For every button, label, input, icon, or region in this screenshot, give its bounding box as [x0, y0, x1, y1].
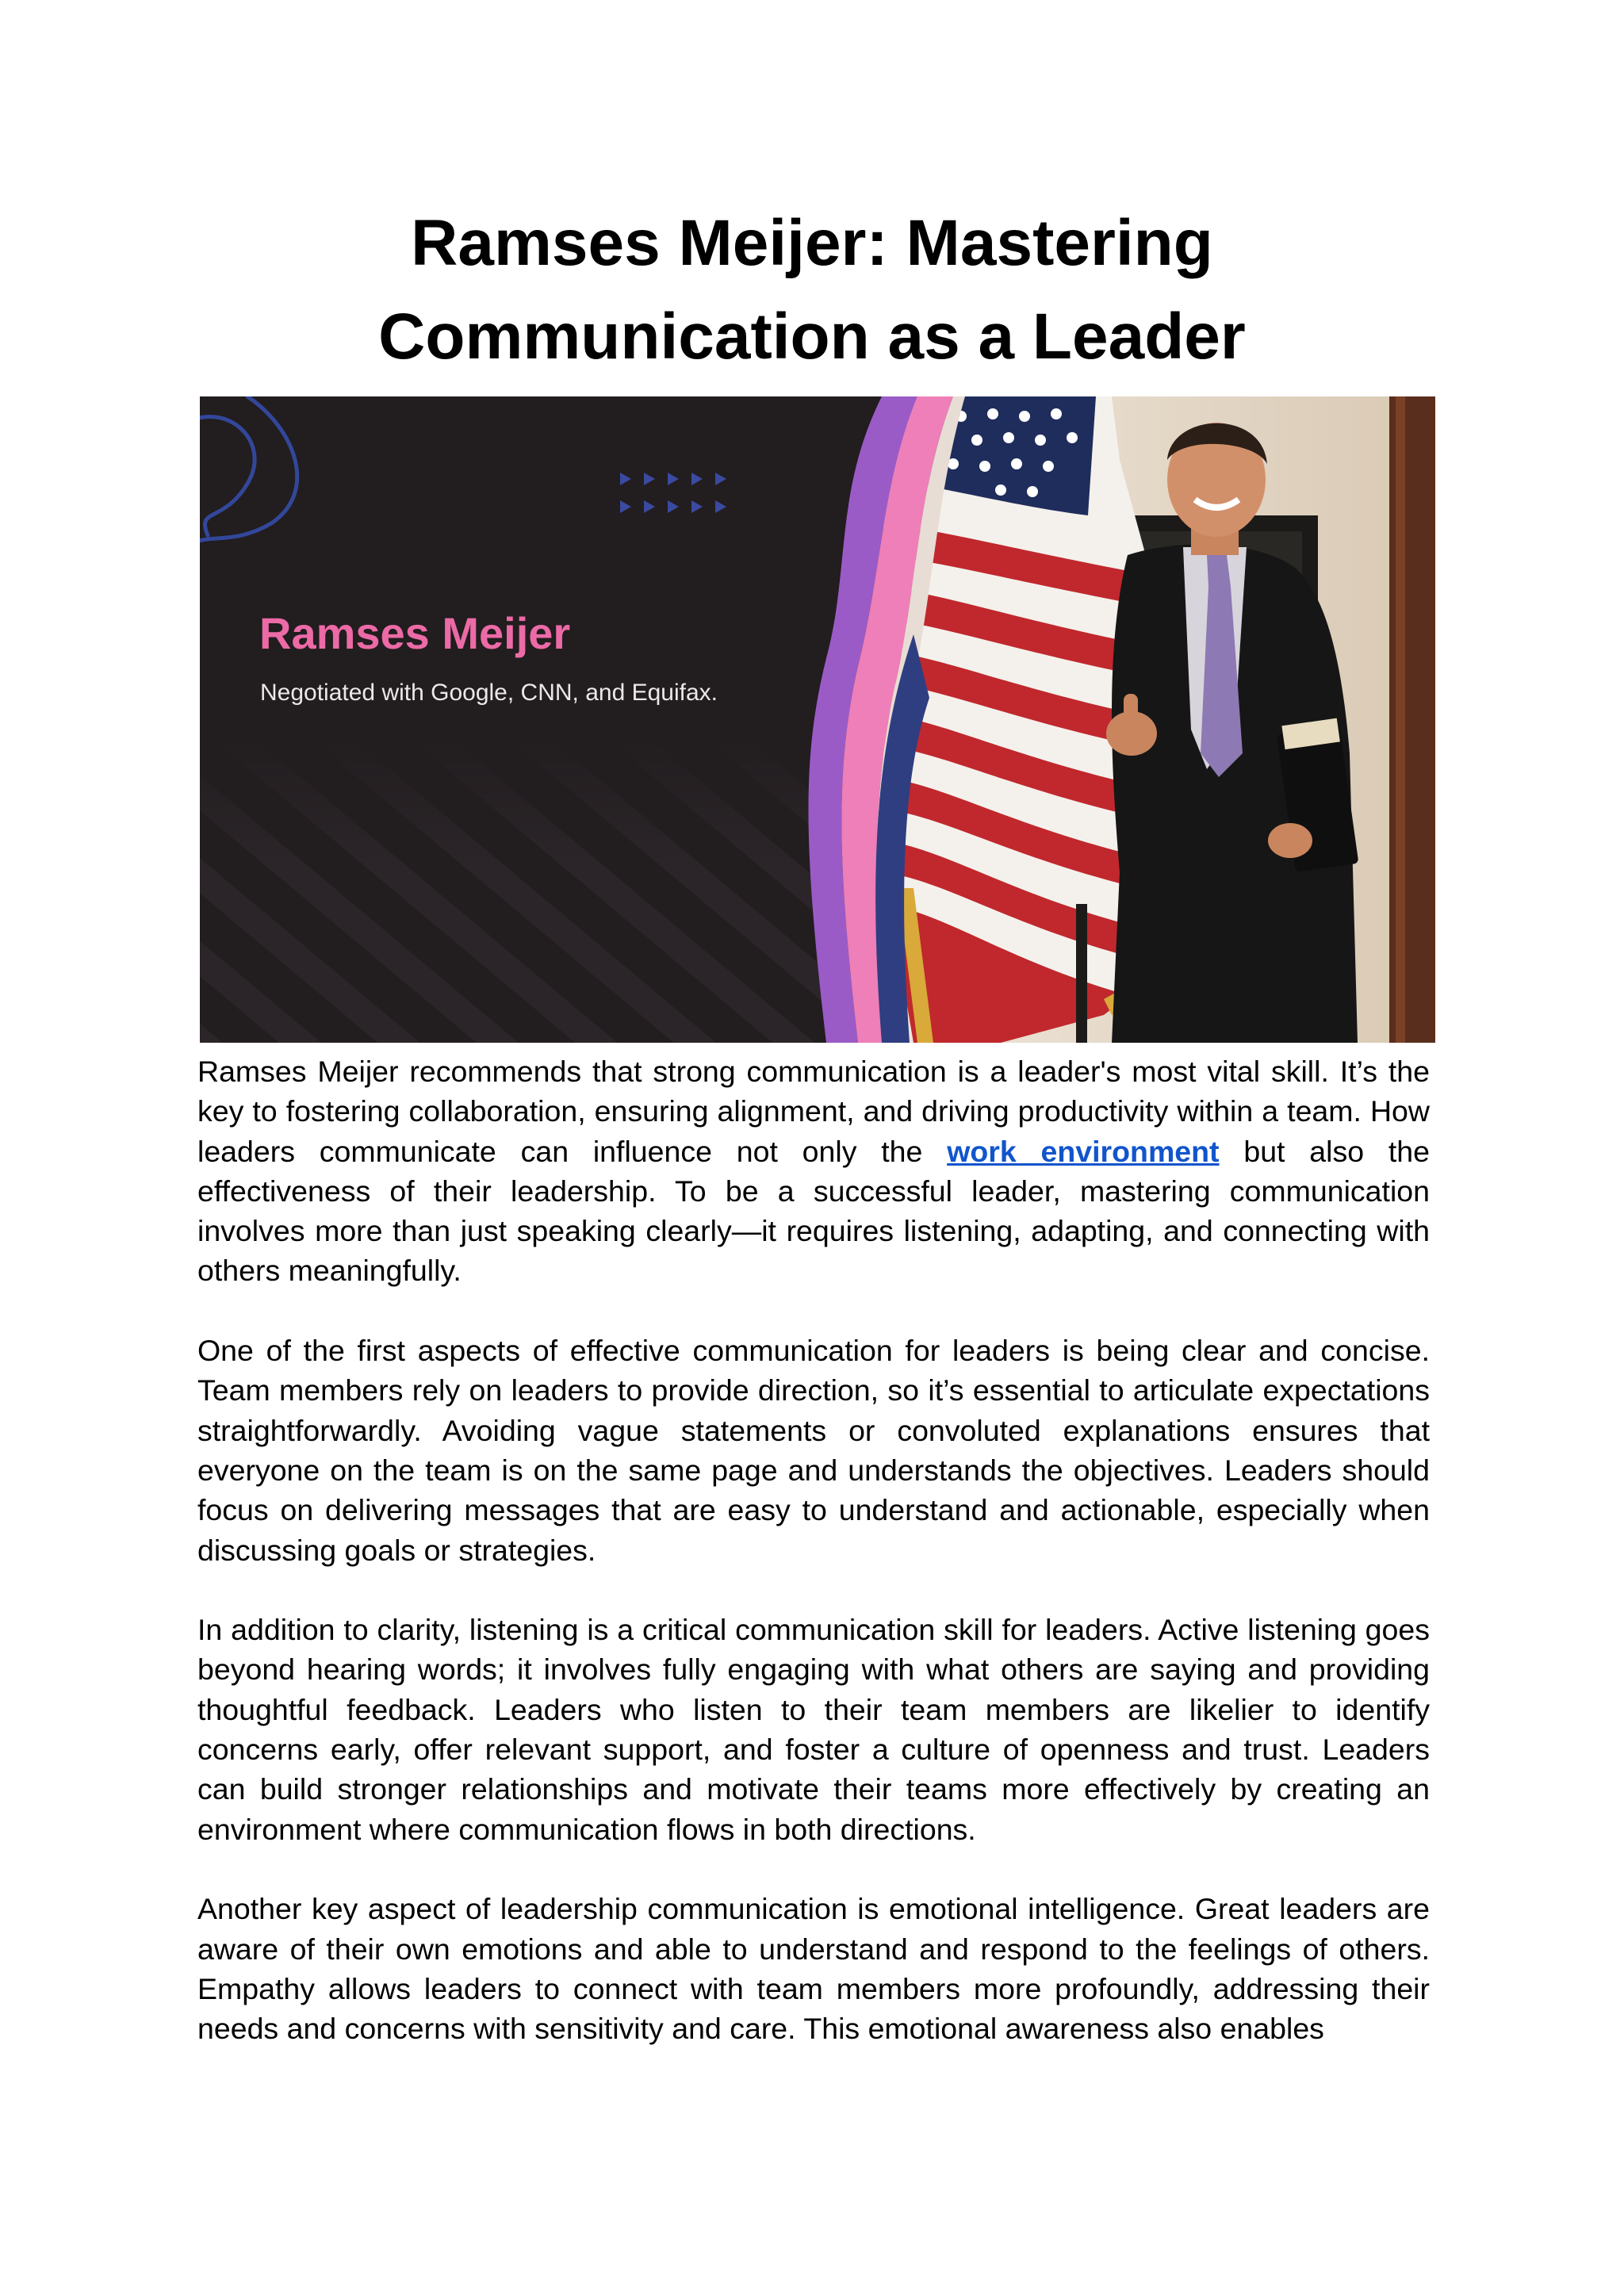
paragraph-4: Another key aspect of leadership communication is emotional intelligence. Great leaders are aware of their own emotions and able to understand and respond to the feelings of others. Empathy allows leaders to connect with team members more profoundly, addressing their needs and concerns with sensitivity and care. This emotional awareness also enables — [197, 1892, 1430, 2046]
paragraph-1 — [197, 1051, 1430, 1291]
title-line-1: Ramses Meijer: Mastering — [411, 207, 1213, 279]
article-body — [197, 1051, 1430, 2089]
paragraph-2: One of the first aspects of effective communication for leaders is being clear and concise. Team members rely on leaders to provide direction, so it’s essential to articulate expectations straightforwardly. Avoiding vague statements or convoluted explanations ensures that everyone on the team is on the same page and understands the objectives. Leaders should focus on delivering messages that are easy to understand and actionable, especially when discussing goals or strategies. — [197, 1334, 1430, 1567]
hero-banner-image — [200, 396, 1435, 1043]
paragraph-1-text-after: but also the effectiveness of their leadership. To be a successful leader, mastering communication involves more than just speaking clearly—it requires listening, adapting, and connecting with others meaningfully. — [197, 1134, 1430, 1288]
paragraph-1-text-before: Ramses Meijer recommends that strong communication is a leader's most vital skill. It’s the key to fostering collaboration, ensuring alignment, and driving productivity within a team. How leaders communicate can influence not only the — [197, 1055, 1430, 1168]
banner-tagline: Negotiated with Google, CNN, and Equifax. — [260, 680, 718, 706]
title-line-2: Communication as a Leader — [378, 301, 1246, 373]
flag-pole — [1076, 904, 1087, 1043]
work-environment-link[interactable]: work environment — [947, 1134, 1220, 1168]
banner-stripe-fade — [200, 737, 914, 864]
article-title — [198, 197, 1426, 384]
paragraph-3: In addition to clarity, listening is a critical communication skill for leaders. Active listening goes beyond hearing words; it involves fully engaging with what others are saying and providing thoughtful feedback. Leaders who listen to their team members are likelier to identify concerns early, offer relevant support, and foster a culture of openness and trust. Leaders can build stronger relationships and motivate their teams more effectively by creating an environment where communication flows in both directions. — [197, 1613, 1430, 1846]
banner-name: Ramses Meijer — [259, 608, 571, 658]
